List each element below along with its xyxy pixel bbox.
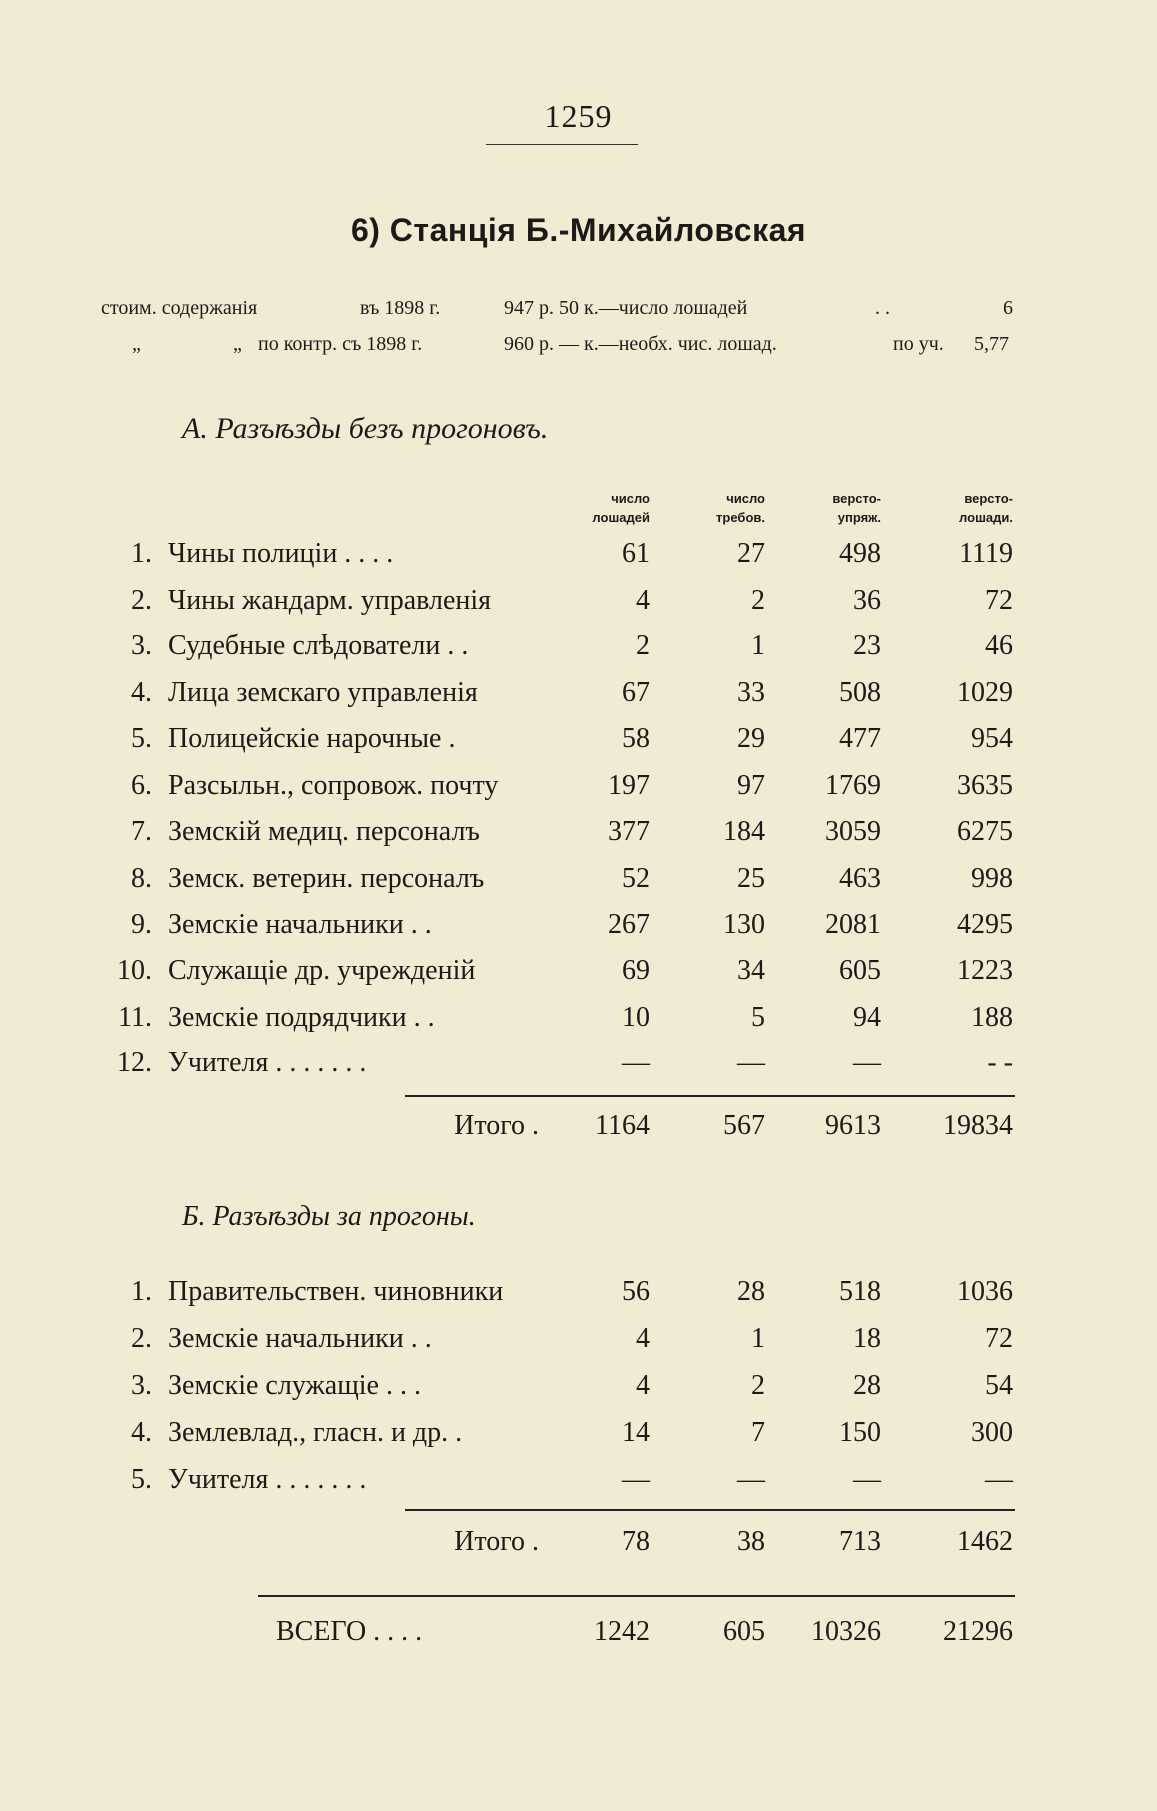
row-label: Земскіе начальники . .: [168, 1323, 432, 1354]
cell-demands: 34: [737, 955, 765, 986]
row-label: Земскіе подрядчики . .: [168, 1002, 435, 1033]
cell-versts-harness: 463: [839, 863, 881, 894]
section-a-total-row: [0, 1104, 1157, 1148]
cell-demands: 28: [737, 1276, 765, 1307]
table-row: [0, 1411, 1157, 1455]
cell-demands: 97: [737, 770, 765, 801]
row-label: Земскій медиц. персоналъ: [168, 816, 480, 847]
row-label: Чины полиціи . . . .: [168, 538, 394, 569]
cell-demands: —: [737, 1047, 765, 1078]
row-label: Лица земскаго управленія: [168, 677, 478, 708]
row-label: Учителя . . . . . . .: [168, 1464, 367, 1495]
row-label: Земскіе служащіе . . .: [168, 1370, 421, 1401]
total-versts-harness: 9613: [825, 1110, 881, 1141]
info-1-a: стоим. содержанія: [101, 297, 258, 319]
info-2-b: по контр. съ 1898 г.: [258, 333, 423, 355]
table-row: [0, 857, 1157, 901]
cell-demands: 5: [751, 1002, 765, 1033]
total-versts-horse: 19834: [943, 1110, 1013, 1141]
cell-demands: 184: [723, 816, 765, 847]
cell-versts-harness: 605: [839, 955, 881, 986]
row-label: Правительствен. чиновники: [168, 1276, 504, 1307]
row-number: 1.: [131, 538, 152, 569]
column-header-horses: число лошадей: [592, 491, 650, 525]
info-1-e: 6: [1003, 297, 1013, 319]
table-row: [0, 1458, 1157, 1502]
cell-versts-horse: 300: [971, 1417, 1013, 1448]
cell-horses: 197: [608, 770, 650, 801]
cell-versts-horse: 3635: [957, 770, 1013, 801]
cell-horses: 52: [622, 863, 650, 894]
cell-versts-horse: 72: [985, 585, 1013, 616]
row-label: Учителя . . . . . . .: [168, 1047, 367, 1078]
cell-versts-harness: 28: [853, 1370, 881, 1401]
cell-demands: 130: [723, 909, 765, 940]
cell-versts-horse: —: [985, 1464, 1013, 1495]
cell-horses: —: [622, 1047, 650, 1078]
cell-versts-harness: 508: [839, 677, 881, 708]
row-number: 3.: [131, 630, 152, 661]
cell-versts-harness: —: [853, 1047, 881, 1078]
table-row: [0, 671, 1157, 715]
page-number-rule: [486, 144, 638, 145]
cell-horses: 10: [622, 1002, 650, 1033]
info-2-a2: „: [233, 333, 242, 355]
total-versts-harness: 713: [839, 1526, 881, 1557]
row-number: 2.: [131, 585, 152, 616]
cell-versts-horse: 54: [985, 1370, 1013, 1401]
cell-horses: 69: [622, 955, 650, 986]
table-row: [0, 1041, 1157, 1085]
cell-versts-harness: 2081: [825, 909, 881, 940]
cell-versts-horse: 4295: [957, 909, 1013, 940]
column-header-versts-harness: версто- упряж.: [832, 491, 881, 525]
total-label: Итого .: [454, 1526, 539, 1557]
info-1-c: 947 р. 50 к.—число лошадей: [504, 297, 748, 319]
cell-versts-harness: 94: [853, 1002, 881, 1033]
row-number: 6.: [131, 770, 152, 801]
cell-demands: 29: [737, 723, 765, 754]
cell-horses: 58: [622, 723, 650, 754]
cell-horses: 56: [622, 1276, 650, 1307]
cell-horses: 14: [622, 1417, 650, 1448]
table-row: [0, 1364, 1157, 1408]
cell-horses: 4: [636, 1370, 650, 1401]
table-row: [0, 810, 1157, 854]
cell-versts-harness: 36: [853, 585, 881, 616]
cell-versts-horse: 46: [985, 630, 1013, 661]
cell-versts-horse: 188: [971, 1002, 1013, 1033]
table-row: [0, 1317, 1157, 1361]
table-row: [0, 532, 1157, 576]
cell-demands: 27: [737, 538, 765, 569]
cell-demands: 25: [737, 863, 765, 894]
row-number: 12.: [117, 1047, 152, 1078]
row-label: Разсыльн., сопровож. почту: [168, 770, 499, 801]
grand-total-versts-horse: 21296: [943, 1616, 1013, 1647]
row-label: Землевлад., гласн. и др. .: [168, 1417, 463, 1448]
grand-total-label: ВСЕГО . . . .: [276, 1616, 423, 1647]
cell-versts-horse: 954: [971, 723, 1013, 754]
cell-versts-horse: 6275: [957, 816, 1013, 847]
row-label: Земскіе начальники . .: [168, 909, 432, 940]
grand-total-row: [0, 1610, 1157, 1654]
row-number: 10.: [117, 955, 152, 986]
cell-versts-horse: 1036: [957, 1276, 1013, 1307]
cell-versts-harness: 477: [839, 723, 881, 754]
row-number: 1.: [131, 1276, 152, 1307]
cell-demands: —: [737, 1464, 765, 1495]
row-number: 4.: [131, 677, 152, 708]
grand-total-horses: 1242: [594, 1616, 650, 1647]
grand-total-rule: [258, 1595, 1015, 1597]
info-2-c: 960 р. — к.—необх. чис. лошад.: [504, 333, 777, 355]
row-number: 2.: [131, 1323, 152, 1354]
table-row: [0, 764, 1157, 808]
cell-versts-harness: —: [853, 1464, 881, 1495]
row-number: 8.: [131, 863, 152, 894]
grand-total-demands: 605: [723, 1616, 765, 1647]
cell-versts-harness: 18: [853, 1323, 881, 1354]
row-number: 7.: [131, 816, 152, 847]
info-1-d: . .: [875, 297, 890, 319]
column-header-demands: число требов.: [716, 491, 765, 525]
cell-versts-harness: 23: [853, 630, 881, 661]
section-a-heading: А. Разъѣзды безъ прогоновъ.: [182, 412, 549, 445]
cell-versts-harness: 1769: [825, 770, 881, 801]
info-1-b: въ 1898 г.: [360, 297, 441, 319]
row-number: 3.: [131, 1370, 152, 1401]
cell-demands: 1: [751, 1323, 765, 1354]
cell-versts-harness: 3059: [825, 816, 881, 847]
section-b-total-rule: [405, 1509, 1015, 1511]
table-row: [0, 579, 1157, 623]
section-b-heading: Б. Разъѣзды за прогоны.: [182, 1201, 476, 1232]
section-a-total-rule: [405, 1095, 1015, 1097]
table-row: [0, 624, 1157, 668]
cell-demands: 2: [751, 585, 765, 616]
cell-demands: 1: [751, 630, 765, 661]
cell-horses: 67: [622, 677, 650, 708]
table-row: [0, 903, 1157, 947]
page-number: 1259: [544, 98, 613, 134]
section-b-total-row: [0, 1520, 1157, 1564]
total-versts-horse: 1462: [957, 1526, 1013, 1557]
row-number: 4.: [131, 1417, 152, 1448]
row-number: 11.: [118, 1002, 152, 1033]
cell-versts-harness: 150: [839, 1417, 881, 1448]
row-label: Служащіе др. учрежденій: [168, 955, 476, 986]
info-2-e: 5,77: [974, 333, 1009, 355]
cell-versts-horse: 72: [985, 1323, 1013, 1354]
column-header-versts-horse: версто- лошади.: [959, 491, 1013, 525]
info-2-d: по уч.: [893, 333, 944, 355]
cell-horses: 61: [622, 538, 650, 569]
grand-total-versts-harness: 10326: [811, 1616, 881, 1647]
row-label: Земск. ветерин. персоналъ: [168, 863, 485, 894]
row-label: Судебные слѣдователи . .: [168, 630, 469, 661]
cell-versts-harness: 498: [839, 538, 881, 569]
cell-horses: 4: [636, 585, 650, 616]
table-row: [0, 1270, 1157, 1314]
station-title: 6) Станція Б.-Михайловская: [350, 212, 807, 248]
row-number: 9.: [131, 909, 152, 940]
total-demands: 567: [723, 1110, 765, 1141]
cell-versts-horse: - -: [987, 1047, 1013, 1078]
cell-versts-horse: 1119: [959, 538, 1013, 569]
total-horses: 1164: [595, 1110, 650, 1141]
row-number: 5.: [131, 1464, 152, 1495]
row-label: Полицейскіе нарочные .: [168, 723, 456, 754]
cell-versts-harness: 518: [839, 1276, 881, 1307]
row-number: 5.: [131, 723, 152, 754]
cell-demands: 33: [737, 677, 765, 708]
cell-versts-horse: 998: [971, 863, 1013, 894]
cell-demands: 7: [751, 1417, 765, 1448]
total-label: Итого .: [454, 1110, 539, 1141]
table-row: [0, 949, 1157, 993]
cell-horses: 267: [608, 909, 650, 940]
table-row: [0, 717, 1157, 761]
cell-versts-horse: 1029: [957, 677, 1013, 708]
cell-demands: 2: [751, 1370, 765, 1401]
cell-horses: —: [622, 1464, 650, 1495]
table-row: [0, 996, 1157, 1040]
cell-horses: 4: [636, 1323, 650, 1354]
row-label: Чины жандарм. управленія: [168, 585, 492, 616]
total-demands: 38: [737, 1526, 765, 1557]
cell-horses: 377: [608, 816, 650, 847]
cell-horses: 2: [636, 630, 650, 661]
total-horses: 78: [622, 1526, 650, 1557]
info-2-a: „: [132, 333, 141, 355]
cell-versts-horse: 1223: [957, 955, 1013, 986]
